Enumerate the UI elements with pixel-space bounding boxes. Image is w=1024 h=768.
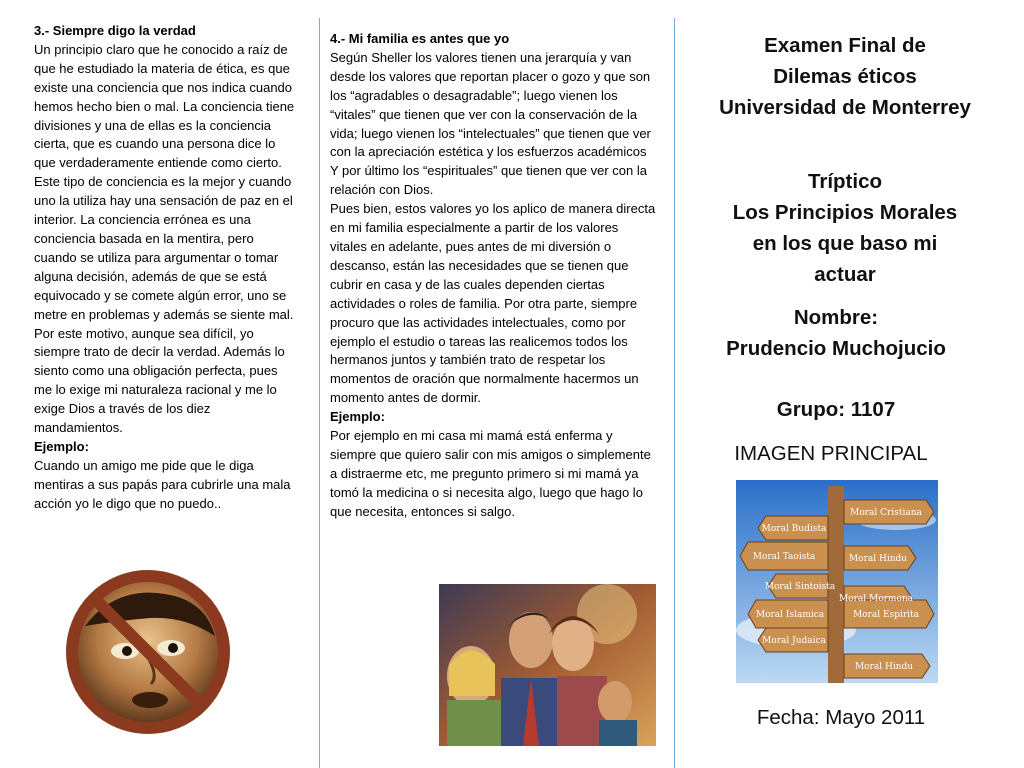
example-text: Por ejemplo en mi casa mi mamá está enferma y siempre que quiero salir con mis amigos o simplemente a distraerme etc, me pregunto primero si mi mamá ya tomó la medicina o si necesita algo, luego que hago lo que necesita, entonces si salgo. — [330, 428, 651, 519]
section-body: Según Sheller los valores tienen una jerarquía y van desde los valores que reportan placer o gozo y que son los “agradables o desagradable”; luego vienen los “vitales” que tienen que ver con la conservación de la vida; luego vienen los “intelectuales” que tienen que ver con la apreciación estética y los esfuerzos académicos Y por último los “espirituales” que tienen que ver con la relación con Dios. — [330, 49, 651, 198]
example-label: Ejemplo: — [330, 409, 385, 425]
example-label: Ejemplo: — [34, 438, 89, 454]
panel-divider-left — [319, 18, 320, 768]
sign-label: Moral Budista — [761, 524, 827, 534]
section-body-2: Pues bien, estos valores yo los aplico de manera directa en mi familia especialmente a partir de los valores vitales en adelante, pues antes de mi diversión o descanso, están las necesidades que se tienen que cubrir en casa y de las cuales dependen ciertas actividades o roles de familia. Por otra parte, siempre procuro que las actividades intelectuales, como por ejemplo el estudio o tareas las realicemos todos los hermanos juntos y también trato de respetar los momentos de oración que normalmente hacermos un momento antes de dormir. — [330, 201, 656, 406]
section-heading: 4.- Mi familia es antes que yo — [330, 31, 510, 46]
family-painting-image — [439, 584, 656, 746]
no-lying-sign-image — [55, 566, 241, 738]
panel-divider-right — [674, 18, 675, 768]
subject-line-3: actuar — [814, 263, 876, 286]
panel-truth — [34, 22, 296, 514]
sign-label: Moral Taoista — [752, 552, 816, 562]
subject-line-1: Los Principios Morales — [732, 201, 958, 224]
sign-label: Moral Sintoista — [764, 582, 836, 592]
title-line-1: Examen Final de — [764, 34, 926, 57]
subject-line-2: en los que baso mi — [752, 232, 938, 255]
section-heading: 3.- Siempre digo la verdad — [34, 23, 196, 38]
sign-label: Moral Cristiana — [850, 508, 922, 518]
student-name: Prudencio Muchojucio — [726, 337, 946, 360]
main-image-label: IMAGEN PRINCIPAL — [734, 442, 928, 465]
sign-label: Moral Islamica — [755, 610, 825, 620]
title-line-3: Universidad de Monterrey — [719, 96, 971, 119]
sign-label: Moral Espirita — [852, 610, 920, 620]
date-label: Fecha: Mayo 2011 — [756, 706, 926, 729]
example-text: Cuando un amigo me pide que le diga mentiras a sus papás para cubrirle una mala acción yo le digo que no puedo.. — [34, 457, 291, 511]
sign-label: Moral Hindu — [854, 662, 914, 672]
triptych-label: Tríptico — [807, 170, 883, 193]
section-body: Un principio claro que he conocido a raíz de que he estudiado la materia de ética, es que existe una conciencia que nos indica cuando hemos hecho bien o mal. La conciencia tiene divisiones y una de ellas es la conciencia cierta, que es cuando una persona dice lo que verdaderamente entiende como cierto. Este tipo de conciencia es la mejor y cuando uno la utiliza hay una sensación de paz en el interior. La conciencia errónea es una conciencia basada en la mentira, pero cuando se utiliza para argumentar o tomar alguna decisión, además de que se está equivocado y se comete algún error, uno se metre en problemas y además se siente mal. Por este motivo, aunque sea difícil, yo siempre trato de decir la verdad. Además lo siento como una obligación perfecta, pues me lo exige mi naturaleza racional y me lo exige Dios a través de los diez mandamientos. — [34, 41, 295, 436]
moral-signpost-image — [736, 480, 938, 683]
name-label: Nombre: — [793, 306, 879, 329]
panel-family — [330, 30, 656, 522]
title-line-2: Dilemas éticos — [773, 65, 917, 88]
sign-label: Moral Judaica — [762, 636, 826, 646]
sign-label: Moral Hindu — [848, 554, 908, 564]
sign-label: Moral Mormona — [838, 594, 914, 604]
group-label: Grupo: 1107 — [776, 398, 896, 421]
